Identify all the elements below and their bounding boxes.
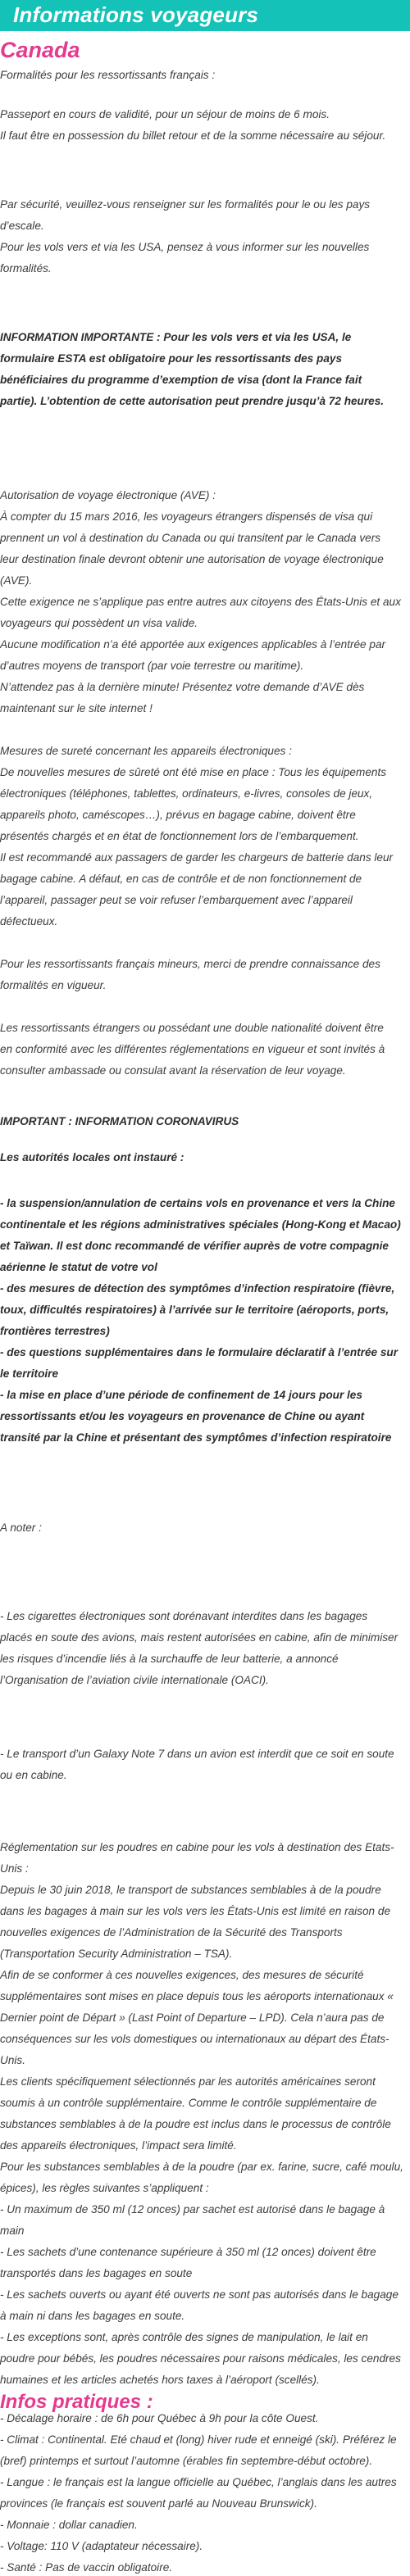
text-line: Pour les vols vers et via les USA, pensez à vous informer sur les nouvelles xyxy=(0,241,370,253)
text-line: des appareils électroniques, l’impact sera limité. xyxy=(0,2139,237,2152)
text-line: Les ressortissants étrangers ou possédant une double nationalité doivent être xyxy=(0,1022,384,1034)
text-line: Passeport en cours de validité, pour un séjour de moins de 6 mois. xyxy=(0,108,330,120)
text-line: (Transportation Security Administration – TSA). xyxy=(0,1948,233,1960)
text-line: humaines et les articles achetés hors taxes à l’aéroport (scellés). xyxy=(0,2374,320,2386)
text-line: Afin de se conformer à ces nouvelles exigences, des mesures de sécurité xyxy=(0,1969,364,1981)
text-line: transité par la Chine et présentant des symptômes d’infection respiratoire xyxy=(0,1431,392,1444)
info-line: - Décalage horaire : de 6h pour Québec à 9h pour la côte Ouest. xyxy=(0,2412,319,2424)
text-line: Les autorités locales ont instauré : xyxy=(0,1151,184,1163)
page-title: Informations voyageurs xyxy=(13,2,259,27)
text-line: consulter ambassade ou consulat avant la réservation de leur voyage. xyxy=(0,1064,346,1077)
text-line: dans les bagages à main sur les vols vers les États-Unis est limité en raison de xyxy=(0,1905,391,1917)
text-line: - des mesures de détection des symptômes d’infection respiratoire (fièvre, xyxy=(0,1282,395,1295)
text-line: à main ni dans les bagages en soute. xyxy=(0,2310,185,2322)
text-line: l’Organisation de l’aviation civile internationale (OACI). xyxy=(0,1674,269,1686)
text-line: supplémentaires sont mises en place depuis tous les aéroports internationaux « xyxy=(0,1990,394,2002)
text-line: frontières terrestres) xyxy=(0,1325,110,1337)
country-heading: Canada xyxy=(0,38,80,62)
text-line: INFORMATION IMPORTANTE : Pour les vols vers et via les USA, le xyxy=(0,331,352,343)
text-line: Réglementation sur les poudres en cabine pour les vols à destination des Etats- xyxy=(0,1841,394,1853)
text-line: Cette exigence ne s’applique pas entre autres aux citoyens des États-Unis et aux xyxy=(0,596,401,608)
text-line: continentale et les régions administratives spéciales (Hong-Kong et Macao) xyxy=(0,1218,401,1231)
text-line: présentés chargés et en état de fonctionnement lors de l’embarquement. xyxy=(0,830,359,842)
text-line: le territoire xyxy=(0,1367,59,1380)
text-line: appareils photo, caméscopes…), prévus en bagage cabine, doivent être xyxy=(0,809,356,821)
text-line: Il faut être en possession du billet retour et de la somme nécessaire au séjour. xyxy=(0,129,386,142)
text-line: bagage cabine. A défaut, en cas de contrôle et de non fonctionnement de xyxy=(0,873,362,885)
text-line: soumis à un contrôle supplémentaire. Comme le contrôle supplémentaire de xyxy=(0,2097,377,2109)
text-line: Les clients spécifiquement sélectionnés par les autorités américaines seront xyxy=(0,2075,376,2088)
text-line: De nouvelles mesures de sûreté ont été mise en place : Tous les équipements xyxy=(0,766,387,778)
text-line: Pour les substances semblables à de la poudre (par ex. farine, sucre, café moulu, xyxy=(0,2161,403,2173)
text-line: A noter : xyxy=(0,1522,42,1534)
text-line: - la suspension/annulation de certains vols en provenance et vers la Chine xyxy=(0,1197,395,1209)
text-line: À compter du 15 mars 2016, les voyageurs étrangers dispensés de visa qui xyxy=(0,510,373,523)
text-line: poudre pour bébés, les poudres nécessaires pour raisons médicales, les cendres xyxy=(0,2352,401,2365)
text-line: (AVE). xyxy=(0,574,33,587)
text-line: Unis : xyxy=(0,1862,29,1875)
text-line: formalités en vigueur. xyxy=(0,979,107,991)
text-line: Mesures de sureté concernant les appareils électroniques : xyxy=(0,745,292,757)
text-line: main xyxy=(0,2225,25,2237)
info-line: - Langue : le français est la langue officielle au Québec, l’anglais dans les autres xyxy=(0,2476,397,2488)
text-line: Unis. xyxy=(0,2054,25,2066)
text-line: nouvelles exigences de l’Administration de la Sécurité des Transports xyxy=(0,1926,343,1939)
text-line: maintenant sur le site internet ! xyxy=(0,702,153,714)
text-line: transportés dans les bagages en soute xyxy=(0,2267,193,2279)
text-line: - Les sachets d’une contenance supérieure à 350 ml (12 onces) doivent être xyxy=(0,2246,376,2258)
header-banner xyxy=(0,0,410,31)
info-line: - Climat : Continental. Eté chaud et (long) hiver rude et enneigé (ski). Préférez le xyxy=(0,2433,397,2446)
text-line: Dernier point de Départ » (Last Point of Departure – LPD). Cela n’aura pas de xyxy=(0,2011,385,2024)
text-line: ou en cabine. xyxy=(0,1769,67,1781)
text-line: Par sécurité, veuillez-vous renseigner sur les formalités pour le ou les pays xyxy=(0,198,371,211)
text-line: IMPORTANT : INFORMATION CORONAVIRUS xyxy=(0,1115,239,1127)
text-line: d’autres moyens de transport (par voie terrestre ou maritime). xyxy=(0,660,304,672)
text-line: Il est recommandé aux passagers de garder les chargeurs de batterie dans leur xyxy=(0,851,394,864)
text-line: toux, difficultés respiratoires) à l’arrivée sur le territoire (aéroports, ports, xyxy=(0,1304,390,1316)
text-line: bénéficiaires du programme d’exemption de visa (dont la France fait xyxy=(0,374,362,386)
info-line: - Monnaie : dollar canadien. xyxy=(0,2519,138,2531)
info-line: (bref) printemps et surtout l’automne (érables fin septembre-début octobre). xyxy=(0,2455,373,2467)
section-heading-infos-pratiques: Infos pratiques : xyxy=(0,2391,153,2413)
text-line: défectueux. xyxy=(0,915,58,927)
text-line: - Les sachets ouverts ou ayant été ouverts ne sont pas autorisés dans le bagage xyxy=(0,2288,399,2301)
text-line: - des questions supplémentaires dans le formulaire déclaratif à l’entrée sur xyxy=(0,1346,399,1358)
text-line: ressortissants et/ou les voyageurs en provenance de Chine ou ayant xyxy=(0,1410,365,1422)
text-line: leur destination finale devront obtenir une autorisation de voyage électronique xyxy=(0,553,384,565)
text-line: en conformité avec les différentes réglementations en vigueur et sont invités à xyxy=(0,1043,385,1055)
text-line: les risques d’incendie liés à la surchauffe de leur batterie, a annoncé xyxy=(0,1653,339,1665)
text-line: substances semblables à de la poudre est inclus dans le processus de contrôle xyxy=(0,2118,391,2130)
text-line: épices), les règles suivantes s’appliquent : xyxy=(0,2182,209,2194)
text-line: électroniques (téléphones, tablettes, ordinateurs, e-livres, consoles de jeux, xyxy=(0,787,373,800)
text-line: prennent un vol à destination du Canada ou qui transitent par le Canada vers xyxy=(0,532,381,544)
text-line: et Taïwan. Il est donc recommandé de vérifier auprès de votre compagnie xyxy=(0,1240,389,1252)
text-line: - Les cigarettes électroniques sont dorénavant interdites dans les bagages xyxy=(0,1610,368,1622)
text-line: - Le transport d’un Galaxy Note 7 dans un avion est interdit que ce soit en soute xyxy=(0,1748,394,1760)
text-line: formulaire ESTA est obligatoire pour les ressortissants des pays xyxy=(0,352,343,365)
text-line: voyageurs qui possèdent un visa valide. xyxy=(0,617,198,629)
text-line: Depuis le 30 juin 2018, le transport de substances semblables à de la poudre xyxy=(0,1884,381,1896)
info-line: - Voltage: 110 V (adaptateur nécessaire). xyxy=(0,2540,203,2552)
text-line: - Les exceptions sont, après contrôle des signes de manipulation, le lait en xyxy=(0,2331,368,2343)
text-line: - Un maximum de 350 ml (12 onces) par sachet est autorisé dans le bagage à xyxy=(0,2203,385,2215)
text-line: d’escale. xyxy=(0,220,44,232)
text-line: aérienne le statut de votre vol xyxy=(0,1261,157,1273)
text-line: Autorisation de voyage électronique (AVE) : xyxy=(0,489,216,501)
info-line: provinces (le français est souvent parlé au Nouveau Brunswick). xyxy=(0,2497,317,2510)
text-line: Pour les ressortissants français mineurs, merci de prendre connaissance des xyxy=(0,958,380,970)
text-line: partie). L’obtention de cette autorisation peut prendre jusqu’à 72 heures. xyxy=(0,395,385,407)
text-line: Formalités pour les ressortissants français : xyxy=(0,69,216,81)
text-line: placés en soute des avions, mais restent autorisées en cabine, afin de minimiser xyxy=(0,1631,399,1644)
text-line: conséquences sur les vols domestiques ou internationaux au départ des États- xyxy=(0,2033,390,2045)
text-line: - la mise en place d’une période de confinement de 14 jours pour les xyxy=(0,1389,362,1401)
info-line: - Santé : Pas de vaccin obligatoire. xyxy=(0,2561,173,2574)
text-line: l’appareil, passager peut se voir refuser l’embarquement avec l’appareil xyxy=(0,894,353,906)
text-line: formalités. xyxy=(0,262,52,274)
text-line: Aucune modification n’a été apportée aux exigences applicables à l’entrée par xyxy=(0,638,386,651)
text-line: N’attendez pas à la dernière minute! Présentez votre demande d’AVE dès xyxy=(0,681,365,693)
